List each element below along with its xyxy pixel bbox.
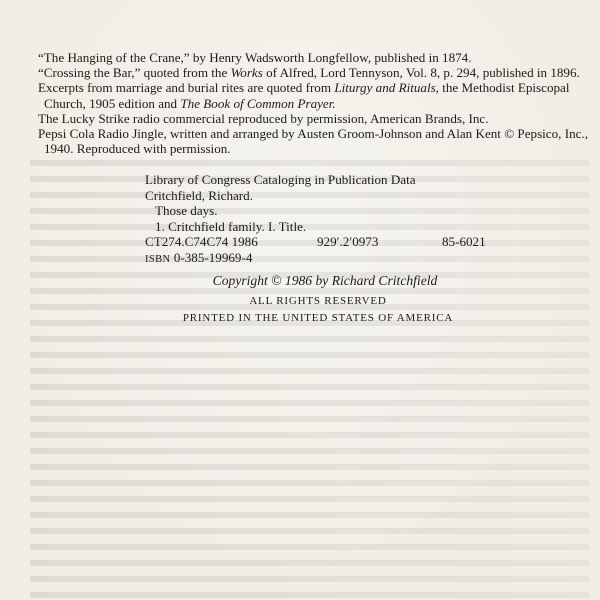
credit-liturgy — [30, 80, 590, 110]
credit-text: of Alfred, Lord Tennyson, Vol. 8, p. 294, published in 1896. — [262, 65, 580, 81]
cip-classification — [145, 234, 545, 250]
lc-call-number: CT274.C74C74 1986 — [145, 234, 258, 249]
credit-tennyson — [30, 65, 590, 80]
credit-text: the Methodist Episcopal Church, 1905 edition and — [44, 80, 570, 111]
credit-text: Pepsi Cola Radio Jingle, written and arranged by Austen Groom-Johnson and Alan Kent © Pepsico, Inc., 1940. Reproduced with permission. — [38, 126, 588, 157]
isbn-value: 0-385-19969-4 — [173, 249, 253, 265]
credit-text: The Lucky Strike radio commercial reproduced by permission, American Brands, Inc. — [38, 110, 489, 126]
cip-title: Those days. — [155, 203, 218, 218]
dewey-number: 929′.2′0973 — [317, 234, 379, 249]
isbn-line — [145, 250, 545, 268]
lccn-number: 85-6021 — [442, 234, 486, 249]
credit-italic: Liturgy and Rituals, — [334, 80, 439, 96]
rights-reserved: ALL RIGHTS RESERVED — [249, 295, 387, 307]
credit-text: “The Hanging of the Crane,” by Henry Wadsworth Longfellow, published in 1874. — [38, 50, 472, 65]
copyright-notice: Copyright © 1986 by Richard Critchfield — [212, 273, 438, 288]
cip-heading: Library of Congress Cataloging in Publication Data — [145, 172, 416, 187]
permissions-credits — [30, 50, 590, 156]
credit-italic: Works — [230, 65, 263, 81]
credit-longfellow — [30, 50, 590, 65]
cip-author: Critchfield, Richard. — [145, 187, 253, 203]
isbn-label: ISBN — [145, 253, 171, 265]
credit-pepsi — [30, 126, 590, 156]
credit-text: “Crossing the Bar,” quoted from the — [38, 65, 231, 81]
copyright-block — [0, 273, 600, 326]
credit-lucky-strike — [30, 111, 590, 126]
printed-in: PRINTED IN THE UNITED STATES OF AMERICA — [182, 312, 454, 324]
credit-text: Excerpts from marriage and burial rites are quoted from — [38, 80, 335, 96]
cip-data-block — [145, 172, 545, 267]
cip-subjects: 1. Critchfield family. I. Title. — [155, 218, 307, 234]
credit-italic: The Book of Common Prayer. — [180, 95, 336, 111]
